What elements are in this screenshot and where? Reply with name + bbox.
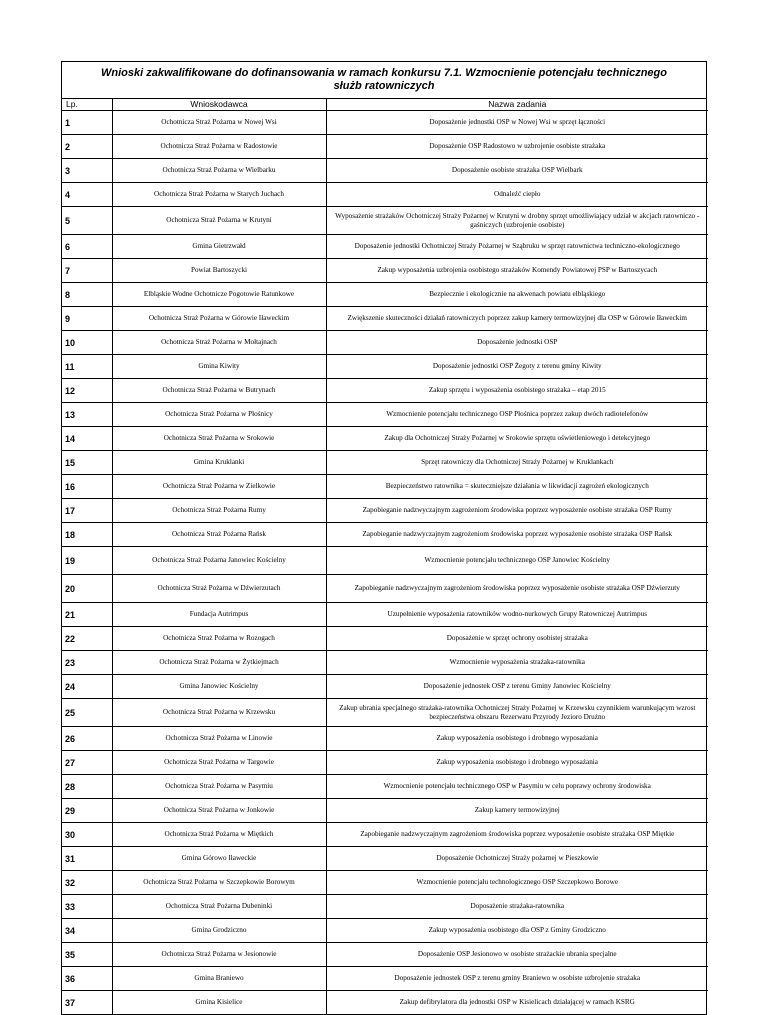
table-row [62,847,708,871]
row-task: Odnaleźć ciepło [326,183,708,207]
applications-table [62,99,708,1014]
row-task: Bezpieczeństwo ratownika = skuteczniejsze działania w likwidacji zagrożeń ekologicznych [326,475,708,499]
table-row [62,331,708,355]
table-row [62,259,708,283]
row-lp: 36 [62,967,112,991]
row-applicant: Gmina Kisielice [112,991,326,1015]
table-row [62,207,708,235]
row-task: Doposażenie jednostek OSP z terenu Gminy Janowiec Kościelny [326,675,708,699]
row-task: Zakup wyposażenia osobistego dla OSP z Gminy Grodziczno [326,919,708,943]
row-applicant: Ochotnicza Straż Pożarna Rumy [112,499,326,523]
row-applicant: Ochotnicza Straż Pożarna w Dźwierzutach [112,575,326,603]
row-lp: 3 [62,159,112,183]
row-lp: 31 [62,847,112,871]
row-applicant: Ochotnicza Straż Pożarna w Starych Juchach [112,183,326,207]
row-task: Doposażenie jednostki OSP w Nowej Wsi w sprzęt łączności [326,111,708,135]
row-lp: 6 [62,235,112,259]
table-row [62,355,708,379]
row-applicant: Ochotnicza Straż Pożarna w Targowie [112,751,326,775]
row-lp: 33 [62,895,112,919]
table-row [62,183,708,207]
row-task: Wzmocnienie potencjału technologicznego OSP Szczepkowo Borowe [326,871,708,895]
table-row [62,575,708,603]
row-task: Bezpiecznie i ekologicznie na akwenach powiatu elbląskiego [326,283,708,307]
header-applicant: Wnioskodawca [112,99,326,111]
table-row [62,111,708,135]
row-lp: 10 [62,331,112,355]
table-row [62,895,708,919]
row-applicant: Ochotnicza Straż Pożarna w Pasymiu [112,775,326,799]
row-lp: 7 [62,259,112,283]
row-lp: 5 [62,207,112,235]
table-row [62,871,708,895]
row-lp: 15 [62,451,112,475]
row-lp: 14 [62,427,112,451]
row-task: Zapobieganie nadzwyczajnym zagrożeniom środowiska poprzez wyposażenie osobiste strażaka OSP Miętkie [326,823,708,847]
row-applicant: Ochotnicza Straż Pożarna w Krutyni [112,207,326,235]
row-lp: 23 [62,651,112,675]
table-row [62,699,708,727]
row-lp: 35 [62,943,112,967]
table-row [62,775,708,799]
row-lp: 4 [62,183,112,207]
row-lp: 30 [62,823,112,847]
table-row [62,235,708,259]
header-task: Nazwa zadania [326,99,708,111]
row-applicant: Ochotnicza Straż Pożarna Janowiec Kościelny [112,547,326,575]
table-row [62,627,708,651]
row-applicant: Elbląskie Wodne Ochotnicze Pogotowie Ratunkowe [112,283,326,307]
row-lp: 11 [62,355,112,379]
row-task: Wzmocnienie wyposażenia strażaka-ratownika [326,651,708,675]
row-applicant: Gmina Gietrzwałd [112,235,326,259]
row-task: Doposażenie jednostek OSP z terenu gminy Braniewo w osobiste uzbrojenie strażaka [326,967,708,991]
table-row [62,499,708,523]
row-task: Wyposażenie strażaków Ochotniczej Straży Pożarnej w Krutyni w drobny sprzęt umożliwiający udział w akcjach ratowniczo - gaśniczych (uzbrojenie osobiste) [326,207,708,235]
table-row [62,159,708,183]
table-row [62,991,708,1015]
header-lp: Lp. [62,99,112,111]
row-lp: 20 [62,575,112,603]
row-lp: 18 [62,523,112,547]
row-applicant: Ochotnicza Straż Pożarna w Nowej Wsi [112,111,326,135]
row-lp: 16 [62,475,112,499]
row-task: Zakup wyposażenia uzbrojenia osobistego strażaków Komendy Powiatowej PSP w Bartoszycach [326,259,708,283]
row-task: Zakup ubrania specjalnego strażaka-ratownika Ochotniczej Straży Pożarnej w Krzewsku czynnikiem warunkującym wzrost bezpieczeństwa obszaru Rezerwatu Przyrody Jezioro Drużno [326,699,708,727]
row-lp: 34 [62,919,112,943]
table-row [62,523,708,547]
row-applicant: Ochotnicza Straż Pożarna w Rozogach [112,627,326,651]
row-task: Zakup wyposażenia osobistego i drobnego wyposażania [326,727,708,751]
table-row [62,475,708,499]
row-task: Wzmocnienie potencjału technicznego OSP w Pasymiu w celu poprawy ochrony środowiska [326,775,708,799]
title-line-1: Wnioski zakwalifikowane do dofinansowania w ramach konkursu 7.1. Wzmocnienie potencjału technicznego [100,67,667,79]
row-applicant: Fundacja Autrimpus [112,603,326,627]
row-task: Doposażenie OSP Jesionowo w osobiste strażackie ubrania specjalne [326,943,708,967]
row-task: Sprzęt ratowniczy dla Ochotniczej Straży Pożarnej w Kruklankach [326,451,708,475]
table-row [62,379,708,403]
table-row [62,943,708,967]
row-lp: 25 [62,699,112,727]
row-task: Zapobieganie nadzwyczajnym zagrożeniom środowiska poprzez wyposażenie osobiste strażaka OSP Rańsk [326,523,708,547]
table-row [62,751,708,775]
row-task: Doposażenie strażaka-ratownika [326,895,708,919]
table-row [62,799,708,823]
row-task: Zapobieganie nadzwyczajnym zagrożeniom środowiska poprzez wyposażenie osobiste strażaka OSP Dźwierzuty [326,575,708,603]
table-row [62,547,708,575]
row-applicant: Ochotnicza Straż Pożarna w Jesionowie [112,943,326,967]
row-task: Wzmocnienie potencjału technicznego OSP Janowiec Kościelny [326,547,708,575]
table-header-row [62,99,708,111]
row-applicant: Ochotnicza Straż Pożarna w Jonkowie [112,799,326,823]
row-applicant: Ochotnicza Straż Pożarna w Wielbarku [112,159,326,183]
row-applicant: Gmina Grodziczno [112,919,326,943]
row-applicant: Gmina Braniewo [112,967,326,991]
row-applicant: Ochotnicza Straż Pożarna w Zielkowie [112,475,326,499]
row-lp: 32 [62,871,112,895]
table-row [62,919,708,943]
row-applicant: Gmina Górowo Iławeckie [112,847,326,871]
row-lp: 29 [62,799,112,823]
row-lp: 27 [62,751,112,775]
row-applicant: Ochotnicza Straż Pożarna w Srokowie [112,427,326,451]
row-task: Doposażenie Ochotniczej Straży pożarnej w Pieszkowie [326,847,708,871]
row-task: Doposażenie jednostki Ochotniczej Straży Pożarnej w Sząbruku w sprzęt ratownictwa techniczno-ekologicznego [326,235,708,259]
row-applicant: Ochotnicza Straż Pożarna w Linowie [112,727,326,751]
row-lp: 21 [62,603,112,627]
row-lp: 22 [62,627,112,651]
row-task: Wzmocnienie potencjału technicznego OSP Płośnica poprzez zakup dwóch radiotelefonów [326,403,708,427]
row-task: Doposażenie jednostki OSP Żegoty z terenu gminy Kiwity [326,355,708,379]
row-lp: 8 [62,283,112,307]
row-task: Doposażenie osobiste strażaka OSP Wielbark [326,159,708,183]
row-task: Doposażenie w sprzęt ochrony osobistej strażaka [326,627,708,651]
row-lp: 28 [62,775,112,799]
row-task: Zakup wyposażenia osobistego i drobnego wyposażania [326,751,708,775]
row-applicant: Ochotnicza Straż Pożarna w Mołtajnach [112,331,326,355]
row-lp: 1 [62,111,112,135]
title-line-2: służb ratowniczych [333,80,435,92]
row-task: Doposażenie OSP Radostowo w uzbrojenie osobiste strażaka [326,135,708,159]
row-lp: 17 [62,499,112,523]
row-lp: 26 [62,727,112,751]
table-row [62,603,708,627]
table-row [62,727,708,751]
row-applicant: Ochotnicza Straż Pożarna w Szczepkowie Borowym [112,871,326,895]
row-lp: 12 [62,379,112,403]
table-row [62,307,708,331]
row-applicant: Ochotnicza Straż Pożarna w Radostowie [112,135,326,159]
row-applicant: Ochotnicza Straż Pożarna Dubeninki [112,895,326,919]
document-sheet [61,61,707,1015]
table-row [62,403,708,427]
row-lp: 37 [62,991,112,1015]
row-task: Uzupełnienie wyposażenia ratowników wodno-nurkowych Grupy Ratowniczej Autrimpus [326,603,708,627]
table-row [62,283,708,307]
table-row [62,823,708,847]
row-task: Zapobieganie nadzwyczajnym zagrożeniom środowiska poprzez wyposażenie osobiste strażaka OSP Rumy [326,499,708,523]
table-body [62,111,708,1015]
row-task: Zakup sprzętu i wyposażenia osobistego strażaka – etap 2015 [326,379,708,403]
row-applicant: Powiat Bartoszycki [112,259,326,283]
table-row [62,675,708,699]
row-applicant: Ochotnicza Straż Pożarna w Żytkiejmach [112,651,326,675]
row-task: Zakup dla Ochotniczej Straży Pożarnej w Srokowie sprzętu oświetleniowego i detekcyjnego [326,427,708,451]
row-lp: 9 [62,307,112,331]
row-task: Zakup defibrylatora dla jednostki OSP w Kisielicach działającej w ramach KSRG [326,991,708,1015]
table-row [62,967,708,991]
row-applicant: Gmina Janowiec Kościelny [112,675,326,699]
row-task: Zwiększenie skuteczności działań ratowniczych poprzez zakup kamery termowizyjnej dla OSP w Górowie Iławeckim [326,307,708,331]
row-lp: 2 [62,135,112,159]
table-row [62,651,708,675]
row-task: Zakup kamery termowizyjnej [326,799,708,823]
row-lp: 13 [62,403,112,427]
row-applicant: Ochotnicza Straż Pożarna w Butrynach [112,379,326,403]
row-applicant: Gmina Kiwity [112,355,326,379]
row-lp: 19 [62,547,112,575]
row-applicant: Ochotnicza Straż Pożarna w Płośnicy [112,403,326,427]
table-row [62,427,708,451]
row-applicant: Ochotnicza Straż Pożarna w Miętkich [112,823,326,847]
row-applicant: Ochotnicza Straż Pożarna w Górowie Iławeckim [112,307,326,331]
row-applicant: Ochotnicza Straż Pożarna Rańsk [112,523,326,547]
row-lp: 24 [62,675,112,699]
document-title [62,62,706,99]
row-applicant: Gmina Kruklanki [112,451,326,475]
row-task: Doposażenie jednostki OSP [326,331,708,355]
table-row [62,451,708,475]
table-row [62,135,708,159]
row-applicant: Ochotnicza Straż Pożarna w Krzewsku [112,699,326,727]
